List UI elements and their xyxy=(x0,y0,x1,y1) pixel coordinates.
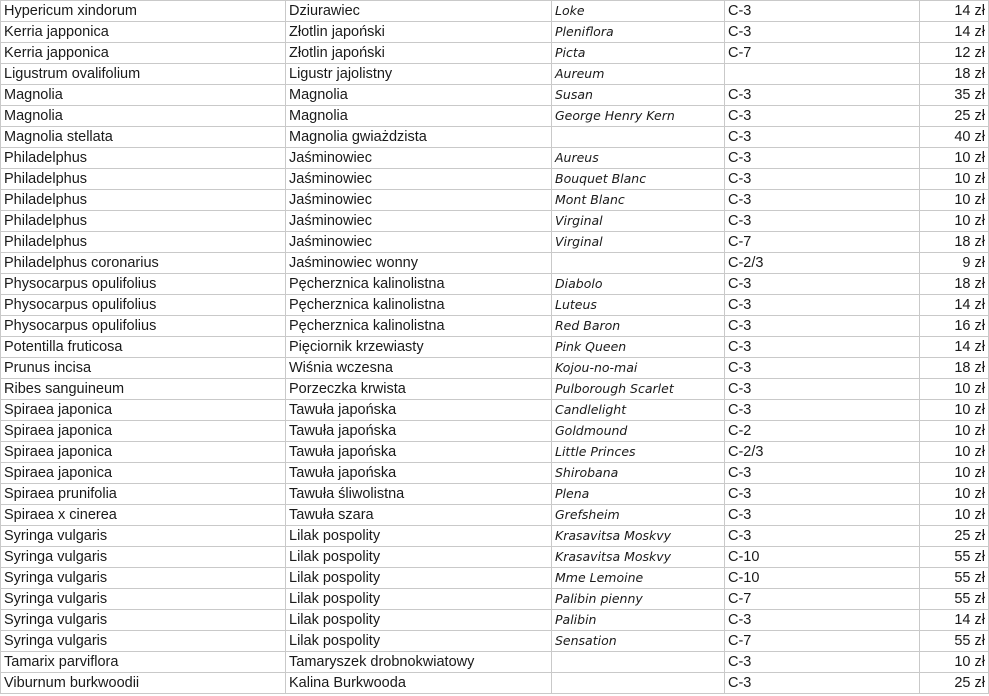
price-cell: 10 zł xyxy=(920,148,989,169)
polish-name-cell: Magnolia gwiażdzista xyxy=(286,127,552,148)
polish-name-cell: Lilak pospolity xyxy=(286,547,552,568)
latin-name-cell: Philadelphus xyxy=(1,232,286,253)
polish-name-cell: Tawuła japońska xyxy=(286,463,552,484)
latin-name-cell: Tamarix parviflora xyxy=(1,652,286,673)
polish-name-cell: Tawuła japońska xyxy=(286,442,552,463)
polish-name-cell: Jaśminowiec xyxy=(286,190,552,211)
latin-name-cell: Philadelphus xyxy=(1,190,286,211)
polish-name-cell: Jaśminowiec xyxy=(286,169,552,190)
cultivar-cell: Pink Queen xyxy=(552,337,725,358)
price-cell: 10 zł xyxy=(920,505,989,526)
price-cell: 10 zł xyxy=(920,652,989,673)
polish-name-cell: Tawuła śliwolistna xyxy=(286,484,552,505)
price-cell: 10 zł xyxy=(920,400,989,421)
latin-name-cell: Physocarpus opulifolius xyxy=(1,316,286,337)
latin-name-cell: Philadelphus xyxy=(1,148,286,169)
table-row xyxy=(1,547,989,568)
table-row xyxy=(1,358,989,379)
latin-name-cell: Viburnum burkwoodii xyxy=(1,673,286,694)
latin-name-cell: Syringa vulgaris xyxy=(1,547,286,568)
table-row xyxy=(1,673,989,694)
polish-name-cell: Magnolia xyxy=(286,106,552,127)
container-size-cell: C-3 xyxy=(725,274,920,295)
latin-name-cell: Syringa vulgaris xyxy=(1,568,286,589)
container-size-cell: C-3 xyxy=(725,610,920,631)
cultivar-cell: Aureus xyxy=(552,148,725,169)
price-cell: 35 zł xyxy=(920,85,989,106)
container-size-cell: C-3 xyxy=(725,463,920,484)
table-row xyxy=(1,43,989,64)
table-row xyxy=(1,127,989,148)
container-size-cell: C-3 xyxy=(725,484,920,505)
polish-name-cell: Złotlin japoński xyxy=(286,43,552,64)
latin-name-cell: Magnolia stellata xyxy=(1,127,286,148)
table-row xyxy=(1,652,989,673)
latin-name-cell: Philadelphus coronarius xyxy=(1,253,286,274)
cultivar-cell xyxy=(552,127,725,148)
container-size-cell: C-10 xyxy=(725,547,920,568)
container-size-cell: C-7 xyxy=(725,43,920,64)
cultivar-cell xyxy=(552,673,725,694)
container-size-cell: C-3 xyxy=(725,358,920,379)
table-row xyxy=(1,631,989,652)
table-row xyxy=(1,442,989,463)
latin-name-cell: Magnolia xyxy=(1,85,286,106)
polish-name-cell: Pęcherznica kalinolistna xyxy=(286,274,552,295)
cultivar-cell: Picta xyxy=(552,43,725,64)
container-size-cell: C-2 xyxy=(725,421,920,442)
table-row xyxy=(1,463,989,484)
price-cell: 10 zł xyxy=(920,379,989,400)
cultivar-cell: Plena xyxy=(552,484,725,505)
price-cell: 55 zł xyxy=(920,547,989,568)
polish-name-cell: Jaśminowiec xyxy=(286,232,552,253)
cultivar-cell: Loke xyxy=(552,1,725,22)
polish-name-cell: Tawuła szara xyxy=(286,505,552,526)
latin-name-cell: Hypericum xindorum xyxy=(1,1,286,22)
table-row xyxy=(1,22,989,43)
latin-name-cell: Spiraea japonica xyxy=(1,400,286,421)
container-size-cell: C-3 xyxy=(725,22,920,43)
price-cell: 14 zł xyxy=(920,1,989,22)
latin-name-cell: Syringa vulgaris xyxy=(1,526,286,547)
cultivar-cell: Susan xyxy=(552,85,725,106)
latin-name-cell: Syringa vulgaris xyxy=(1,589,286,610)
container-size-cell: C-3 xyxy=(725,652,920,673)
latin-name-cell: Prunus incisa xyxy=(1,358,286,379)
container-size-cell: C-3 xyxy=(725,1,920,22)
price-cell: 10 zł xyxy=(920,169,989,190)
cultivar-cell: Mont Blanc xyxy=(552,190,725,211)
table-row xyxy=(1,400,989,421)
polish-name-cell: Ligustr jajolistny xyxy=(286,64,552,85)
table-row xyxy=(1,190,989,211)
price-cell: 14 zł xyxy=(920,295,989,316)
container-size-cell: C-3 xyxy=(725,337,920,358)
cultivar-cell: Krasavitsa Moskvy xyxy=(552,547,725,568)
cultivar-cell xyxy=(552,253,725,274)
price-cell: 10 zł xyxy=(920,463,989,484)
cultivar-cell: Virginal xyxy=(552,211,725,232)
polish-name-cell: Lilak pospolity xyxy=(286,568,552,589)
polish-name-cell: Wiśnia wczesna xyxy=(286,358,552,379)
latin-name-cell: Spiraea japonica xyxy=(1,463,286,484)
table-row xyxy=(1,316,989,337)
polish-name-cell: Jaśminowiec xyxy=(286,211,552,232)
polish-name-cell: Lilak pospolity xyxy=(286,631,552,652)
latin-name-cell: Kerria japponica xyxy=(1,22,286,43)
cultivar-cell: Goldmound xyxy=(552,421,725,442)
price-cell: 10 zł xyxy=(920,421,989,442)
container-size-cell: C-10 xyxy=(725,568,920,589)
price-cell: 55 zł xyxy=(920,631,989,652)
price-cell: 55 zł xyxy=(920,568,989,589)
price-cell: 14 zł xyxy=(920,610,989,631)
table-row xyxy=(1,610,989,631)
latin-name-cell: Kerria japponica xyxy=(1,43,286,64)
cultivar-cell: Bouquet Blanc xyxy=(552,169,725,190)
latin-name-cell: Spiraea japonica xyxy=(1,442,286,463)
container-size-cell: C-3 xyxy=(725,85,920,106)
cultivar-cell: Pulborough Scarlet xyxy=(552,379,725,400)
table-row xyxy=(1,568,989,589)
price-cell: 9 zł xyxy=(920,253,989,274)
price-cell: 40 zł xyxy=(920,127,989,148)
price-cell: 18 zł xyxy=(920,274,989,295)
price-cell: 14 zł xyxy=(920,337,989,358)
cultivar-cell: Red Baron xyxy=(552,316,725,337)
cultivar-cell: Sensation xyxy=(552,631,725,652)
cultivar-cell: Pleniflora xyxy=(552,22,725,43)
price-cell: 10 zł xyxy=(920,442,989,463)
latin-name-cell: Potentilla fruticosa xyxy=(1,337,286,358)
polish-name-cell: Jaśminowiec xyxy=(286,148,552,169)
container-size-cell: C-3 xyxy=(725,148,920,169)
polish-name-cell: Pięciornik krzewiasty xyxy=(286,337,552,358)
container-size-cell: C-3 xyxy=(725,169,920,190)
latin-name-cell: Ligustrum ovalifolium xyxy=(1,64,286,85)
cultivar-cell: Little Princes xyxy=(552,442,725,463)
container-size-cell: C-3 xyxy=(725,316,920,337)
cultivar-cell: Aureum xyxy=(552,64,725,85)
price-cell: 14 zł xyxy=(920,22,989,43)
latin-name-cell: Spiraea x cinerea xyxy=(1,505,286,526)
container-size-cell: C-2/3 xyxy=(725,442,920,463)
latin-name-cell: Physocarpus opulifolius xyxy=(1,295,286,316)
price-cell: 16 zł xyxy=(920,316,989,337)
polish-name-cell: Magnolia xyxy=(286,85,552,106)
table-row xyxy=(1,274,989,295)
container-size-cell: C-2/3 xyxy=(725,253,920,274)
table-row xyxy=(1,1,989,22)
polish-name-cell: Tawuła japońska xyxy=(286,421,552,442)
polish-name-cell: Jaśminowiec wonny xyxy=(286,253,552,274)
price-cell: 18 zł xyxy=(920,64,989,85)
container-size-cell: C-3 xyxy=(725,505,920,526)
polish-name-cell: Lilak pospolity xyxy=(286,526,552,547)
table-row xyxy=(1,379,989,400)
price-cell: 12 zł xyxy=(920,43,989,64)
polish-name-cell: Pęcherznica kalinolistna xyxy=(286,316,552,337)
container-size-cell: C-3 xyxy=(725,526,920,547)
cultivar-cell: Candlelight xyxy=(552,400,725,421)
table-row xyxy=(1,169,989,190)
price-cell: 25 zł xyxy=(920,526,989,547)
polish-name-cell: Pęcherznica kalinolistna xyxy=(286,295,552,316)
plant-table-body xyxy=(1,1,989,694)
polish-name-cell: Tawuła japońska xyxy=(286,400,552,421)
cultivar-cell: Kojou-no-mai xyxy=(552,358,725,379)
price-cell: 10 zł xyxy=(920,484,989,505)
price-cell: 25 zł xyxy=(920,106,989,127)
price-cell: 55 zł xyxy=(920,589,989,610)
container-size-cell: C-7 xyxy=(725,589,920,610)
price-cell: 18 zł xyxy=(920,232,989,253)
polish-name-cell: Lilak pospolity xyxy=(286,589,552,610)
polish-name-cell: Porzeczka krwista xyxy=(286,379,552,400)
table-row xyxy=(1,64,989,85)
table-row xyxy=(1,232,989,253)
cultivar-cell: Virginal xyxy=(552,232,725,253)
latin-name-cell: Philadelphus xyxy=(1,211,286,232)
container-size-cell: C-3 xyxy=(725,400,920,421)
cultivar-cell: Diabolo xyxy=(552,274,725,295)
polish-name-cell: Dziurawiec xyxy=(286,1,552,22)
table-row xyxy=(1,106,989,127)
container-size-cell: C-3 xyxy=(725,106,920,127)
table-row xyxy=(1,295,989,316)
price-cell: 18 zł xyxy=(920,358,989,379)
table-row xyxy=(1,253,989,274)
polish-name-cell: Kalina Burkwooda xyxy=(286,673,552,694)
container-size-cell: C-3 xyxy=(725,379,920,400)
cultivar-cell: Luteus xyxy=(552,295,725,316)
cultivar-cell: Mme Lemoine xyxy=(552,568,725,589)
container-size-cell: C-3 xyxy=(725,211,920,232)
table-row xyxy=(1,148,989,169)
container-size-cell xyxy=(725,64,920,85)
container-size-cell: C-7 xyxy=(725,631,920,652)
container-size-cell: C-3 xyxy=(725,295,920,316)
polish-name-cell: Złotlin japoński xyxy=(286,22,552,43)
table-row xyxy=(1,526,989,547)
container-size-cell: C-7 xyxy=(725,232,920,253)
cultivar-cell xyxy=(552,652,725,673)
latin-name-cell: Ribes sanguineum xyxy=(1,379,286,400)
table-row xyxy=(1,484,989,505)
cultivar-cell: Palibin xyxy=(552,610,725,631)
latin-name-cell: Physocarpus opulifolius xyxy=(1,274,286,295)
cultivar-cell: Shirobana xyxy=(552,463,725,484)
table-row xyxy=(1,421,989,442)
latin-name-cell: Syringa vulgaris xyxy=(1,610,286,631)
price-cell: 10 zł xyxy=(920,211,989,232)
table-row xyxy=(1,589,989,610)
table-row xyxy=(1,505,989,526)
latin-name-cell: Magnolia xyxy=(1,106,286,127)
container-size-cell: C-3 xyxy=(725,127,920,148)
polish-name-cell: Lilak pospolity xyxy=(286,610,552,631)
cultivar-cell: Palibin pienny xyxy=(552,589,725,610)
table-row xyxy=(1,85,989,106)
polish-name-cell: Tamaryszek drobnokwiatowy xyxy=(286,652,552,673)
price-cell: 25 zł xyxy=(920,673,989,694)
table-row xyxy=(1,337,989,358)
container-size-cell: C-3 xyxy=(725,190,920,211)
latin-name-cell: Spiraea prunifolia xyxy=(1,484,286,505)
latin-name-cell: Philadelphus xyxy=(1,169,286,190)
container-size-cell: C-3 xyxy=(725,673,920,694)
latin-name-cell: Syringa vulgaris xyxy=(1,631,286,652)
cultivar-cell: Grefsheim xyxy=(552,505,725,526)
price-cell: 10 zł xyxy=(920,190,989,211)
cultivar-cell: George Henry Kern xyxy=(552,106,725,127)
table-row xyxy=(1,211,989,232)
latin-name-cell: Spiraea japonica xyxy=(1,421,286,442)
cultivar-cell: Krasavitsa Moskvy xyxy=(552,526,725,547)
